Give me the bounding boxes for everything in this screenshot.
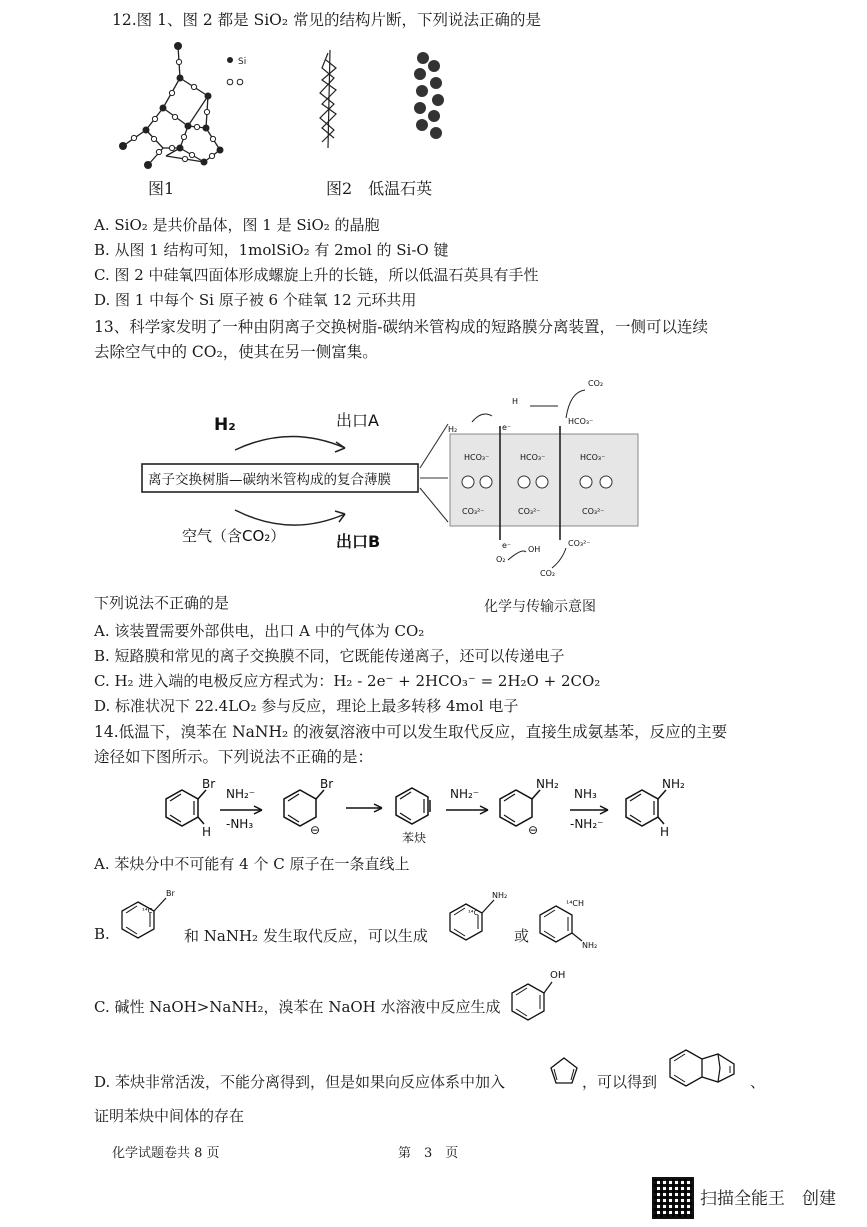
amino-anion-ring bbox=[500, 790, 532, 826]
q14-reaction-scheme bbox=[150, 770, 710, 850]
hco3-top-label: HCO₃⁻ bbox=[568, 417, 594, 426]
br-label-1: Br bbox=[202, 777, 216, 791]
anion-charge-1: ⊖ bbox=[310, 823, 321, 837]
outlet-a-label: 出口A bbox=[336, 411, 379, 430]
h-label: H bbox=[512, 397, 519, 406]
q12-stem: 12.图 1、图 2 都是 SiO₂ 常见的结构片断，下列说法正确的是 bbox=[112, 11, 542, 29]
c14h-label: ¹⁴CH bbox=[566, 899, 585, 908]
q14-option-c: C. 碱性 NaOH>NaNH₂，溴苯在 NaOH 水溶液中反应生成 bbox=[94, 998, 501, 1016]
air-inlet-label: 空气（含CO₂） bbox=[182, 527, 286, 545]
h2-inlet-label: H₂ bbox=[214, 415, 236, 435]
quartz-helix-figure bbox=[320, 50, 336, 148]
fig1-caption: 图1 bbox=[148, 179, 175, 198]
reagent-1-bottom: -NH₃ bbox=[226, 817, 254, 831]
h2-side-label: H₂ bbox=[448, 425, 458, 434]
hco3-label-3: HCO₃⁻ bbox=[580, 453, 606, 462]
q12-option-c: C. 图 2 中硅氧四面体形成螺旋上升的长链，所以低温石英具有手性 bbox=[94, 266, 539, 284]
co2-top-label: CO₂ bbox=[588, 379, 604, 388]
co3-label-3: CO₃²⁻ bbox=[582, 507, 605, 516]
q12-option-b: B. 从图 1 结构可知，1molSiO₂ 有 2mol 的 Si-O 键 bbox=[94, 241, 449, 259]
phenol-structure bbox=[506, 966, 566, 1022]
hco3-label-2: HCO₃⁻ bbox=[520, 453, 546, 462]
outlet-b-label: 出口B bbox=[336, 532, 381, 551]
o2-label: O₂ bbox=[496, 555, 506, 564]
diagram-caption: 化学与传输示意图 bbox=[484, 599, 596, 615]
qr-code-icon bbox=[652, 1177, 694, 1219]
reagent-3-top: NH₃ bbox=[574, 787, 597, 801]
q13-option-b: B. 短路膜和常见的离子交换膜不同，它既能传递离子，还可以传递电子 bbox=[94, 647, 565, 665]
benzyne-ring bbox=[396, 788, 428, 824]
bromobenzene-ring bbox=[166, 790, 198, 826]
oxabicyclic-adduct-structure bbox=[664, 1040, 746, 1096]
q13-prompt: 下列说法不正确的是 bbox=[94, 594, 230, 612]
reagent-1-top: NH₂⁻ bbox=[226, 787, 256, 801]
h-label-1: H bbox=[202, 825, 212, 839]
labeled-aniline-ipso bbox=[440, 884, 510, 946]
co3-bottom-label: CO₃²⁻ bbox=[568, 539, 591, 548]
legend-si: Si bbox=[238, 57, 247, 67]
electron-label-bottom: e⁻ bbox=[502, 541, 512, 550]
membrane-label: 离子交换树脂—碳纳米管构成的复合薄膜 bbox=[148, 472, 391, 488]
reagent-3-bottom: -NH₂⁻ bbox=[570, 817, 604, 831]
top-flow-arrow bbox=[235, 436, 345, 450]
electron-label-top: e⁻ bbox=[502, 423, 512, 432]
nh2-label-2: NH₂ bbox=[662, 777, 685, 791]
benzyne-label: 苯炔 bbox=[402, 831, 427, 845]
c14-label-2: ¹⁴C bbox=[468, 909, 479, 917]
q14-option-d-mid: ，可以得到 bbox=[582, 1073, 658, 1091]
q12-option-a: A. SiO₂ 是共价晶体，图 1 是 SiO₂ 的晶胞 bbox=[94, 216, 380, 234]
oh-label: OH bbox=[528, 545, 541, 554]
h-label-2: H bbox=[660, 825, 670, 839]
bottom-flow-arrow bbox=[235, 510, 345, 525]
br-small-label: Br bbox=[166, 889, 175, 898]
labeled-bromobenzene bbox=[112, 880, 182, 946]
footer-page-count: 化学试题卷共 8 页 bbox=[112, 1146, 220, 1161]
reagent-2-top: NH₂⁻ bbox=[450, 787, 480, 801]
scanner-watermark: 扫描全能王 创建 bbox=[700, 1189, 836, 1209]
o-atoms bbox=[131, 59, 215, 161]
oh-small-label: OH bbox=[550, 970, 566, 981]
q13-option-c: C. H₂ 进入端的电极反应方程式为：H₂ - 2e⁻ + 2HCO₃⁻ = 2H₂O + 2CO₂ bbox=[94, 672, 601, 690]
q13-option-d: D. 标准状况下 22.4LO₂ 参与反应，理论上最多转移 4mol 电子 bbox=[94, 697, 519, 715]
aryl-anion-ring bbox=[284, 790, 316, 826]
q14-option-b-or: 或 bbox=[514, 927, 530, 945]
q14-option-d-end: 、 bbox=[750, 1073, 766, 1091]
furan-structure bbox=[546, 1050, 582, 1090]
co3-label-2: CO₃²⁻ bbox=[518, 507, 541, 516]
co3-label-1: CO₃²⁻ bbox=[462, 507, 485, 516]
c14-label-1: ¹⁴C bbox=[142, 907, 153, 915]
footer-page-number: 第 3 页 bbox=[398, 1146, 459, 1161]
q13-option-a: A. 该装置需要外部供电，出口 A 中的气体为 CO₂ bbox=[94, 622, 425, 640]
q12-option-d: D. 图 1 中每个 Si 原子被 6 个硅氧 12 元环共用 bbox=[94, 291, 417, 309]
aniline-ring bbox=[626, 790, 658, 826]
quartz-helix-model bbox=[414, 52, 444, 139]
nh2-label-1: NH₂ bbox=[536, 777, 559, 791]
q14-option-a: A. 苯炔分中不可能有 4 个 C 原子在一条直线上 bbox=[94, 855, 410, 873]
q13-device-diagram bbox=[130, 372, 650, 592]
q14-option-d: D. 苯炔非常活泼，不能分离得到，但是如果向反应体系中加入 bbox=[94, 1073, 506, 1091]
q13-stem-line1: 13、科学家发明了一种由阴离子交换树脂-碳纳米管构成的短路膜分离装置，一侧可以连续 bbox=[94, 318, 708, 336]
q14-stem-line1: 14.低温下，溴苯在 NaNH₂ 的液氨溶液中可以发生取代反应，直接生成氨基苯，反应的主要 bbox=[94, 723, 728, 741]
fig2-caption: 图2 低温石英 bbox=[326, 179, 433, 198]
q14-option-b-text: 和 NaNH₂ 发生取代反应，可以生成 bbox=[184, 927, 428, 945]
q13-stem-line2: 去除空气中的 CO₂，使其在另一侧富集。 bbox=[94, 343, 378, 361]
q14-option-d-line2: 证明苯炔中间体的存在 bbox=[94, 1107, 245, 1125]
anion-charge-2: ⊖ bbox=[528, 823, 539, 837]
co2-bottom-label: CO₂ bbox=[540, 569, 556, 578]
hco3-label-1: HCO₃⁻ bbox=[464, 453, 490, 462]
q14-stem-line2: 途径如下图所示。下列说法不正确的是： bbox=[94, 748, 374, 766]
q14-option-b-prefix: B. bbox=[94, 925, 110, 943]
labeled-aniline-ortho bbox=[530, 886, 610, 952]
nh2-small-label-2: NH₂ bbox=[582, 941, 598, 950]
br-label-2: Br bbox=[320, 777, 334, 791]
nh2-small-label-1: NH₂ bbox=[492, 891, 508, 900]
